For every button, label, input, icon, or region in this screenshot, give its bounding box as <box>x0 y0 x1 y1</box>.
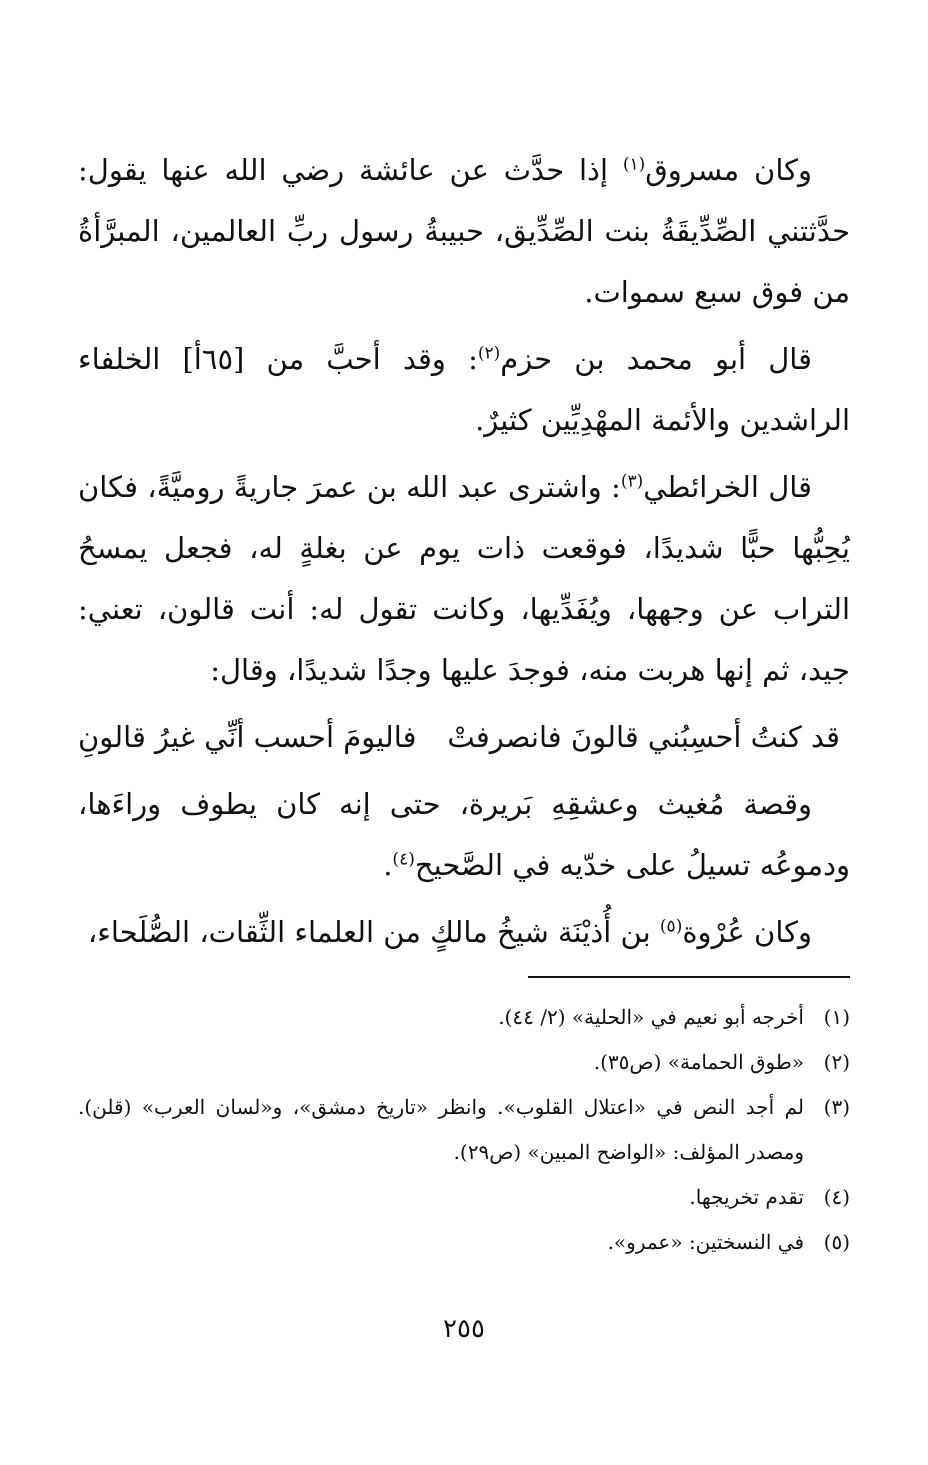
footnote-ref[interactable]: (٥) <box>659 916 683 937</box>
footnote-number: (١) <box>823 1005 850 1029</box>
footnote-ref[interactable]: (٤) <box>392 849 415 870</box>
footnote-item <box>78 1220 850 1265</box>
footnote-item <box>78 995 850 1040</box>
footnotes <box>78 995 850 1265</box>
footnote-text: في النسختين: «عمرو». <box>607 1230 804 1254</box>
page-body <box>78 140 850 963</box>
footnote-number: (٤) <box>823 1185 850 1209</box>
paragraph-text: وكان مسروق <box>645 153 812 187</box>
paragraph-ibn-hazm <box>78 329 850 451</box>
footnote-ref[interactable]: (١) <box>622 154 646 175</box>
paragraph-urwa <box>78 902 850 963</box>
footnote-ref[interactable]: (٣) <box>620 471 644 492</box>
paragraph-text: قال الخرائطي <box>643 470 812 504</box>
footnote-ref[interactable]: (٢) <box>477 343 501 364</box>
paragraph-kharaiti <box>78 457 850 701</box>
paragraph-masruq <box>78 140 850 323</box>
paragraph-text: وقصة مُغيث وعشقِهِ بَريرة، حتى إنه كان يطوف وراءَها، ودموعُه تسيلُ على خدّيه في الصَّحيح <box>78 787 850 882</box>
paragraph-text: : وقد أحبَّ من [٦٥أ] الخلفاء الراشدين والأئمة المهْدِيِّين كثيرٌ. <box>78 342 850 437</box>
page-number: ٢٥٥ <box>443 1314 485 1344</box>
paragraph-text: . <box>383 848 393 882</box>
footnote-number: (٥) <box>823 1230 850 1254</box>
footnote-text: تقدم تخريجها. <box>689 1185 804 1209</box>
footnote-item <box>78 1175 850 1220</box>
paragraph-text: بن أُذيْنَة شيخُ مالكٍ من العلماء الثِّقات، الصُّلَحاء، <box>87 915 660 949</box>
footnote-text: أخرجه أبو نعيم في «الحلية» (٢/ ٤٤). <box>498 1005 804 1029</box>
paragraph-text: وكان عُرْوة <box>682 915 812 949</box>
paragraph-text: : واشترى عبد الله بن عمرَ جاريةً روميَّةً، فكان يُحِبُّها حبًّا شديدًا، فوقعت ذات يوم عن بغلةٍ له، فجعل يمسحُ التراب عن وجهها، ويُفَدِّيها، وكانت تقول له: أنت قالون، تعني: جيد، ثم إنها هربت منه، فوجدَ عليها وجدًا شديدًا، وقال: <box>78 470 850 687</box>
footnote-item <box>78 1040 850 1085</box>
poem-first-hemistich: قد كنتُ أحسِبُني قالونَ فانصرفتْ <box>447 720 840 754</box>
footnote-item <box>78 1085 850 1175</box>
paragraph-text: إذا حدَّث عن عائشة رضي الله عنها يقول: حدَّثتني الصِّدِّيقَةُ بنت الصِّدِّيق، حبيبةُ رسول ربِّ العالمين، المبرَّأةُ من فوق سبع سموات. <box>78 153 850 309</box>
footnote-text: لم أجد النص في «اعتلال القلوب». وانظر «تاريخ دمشق»، و«لسان العرب» (قلن). ومصدر المؤلف: «الواضح المبين» (ص٢٩). <box>78 1095 804 1164</box>
poem-verse <box>78 707 850 768</box>
poem-second-hemistich: فاليومَ أحسب أنِّي غيرُ قالونِ <box>78 720 417 754</box>
footnote-separator <box>528 976 850 978</box>
footnote-number: (٢) <box>823 1050 850 1074</box>
paragraph-mughith <box>78 774 850 896</box>
footnote-number: (٣) <box>823 1095 850 1119</box>
footnote-text: «طوق الحمامة» (ص٣٥). <box>593 1050 804 1074</box>
paragraph-text: قال أبو محمد بن حزم <box>500 342 812 376</box>
